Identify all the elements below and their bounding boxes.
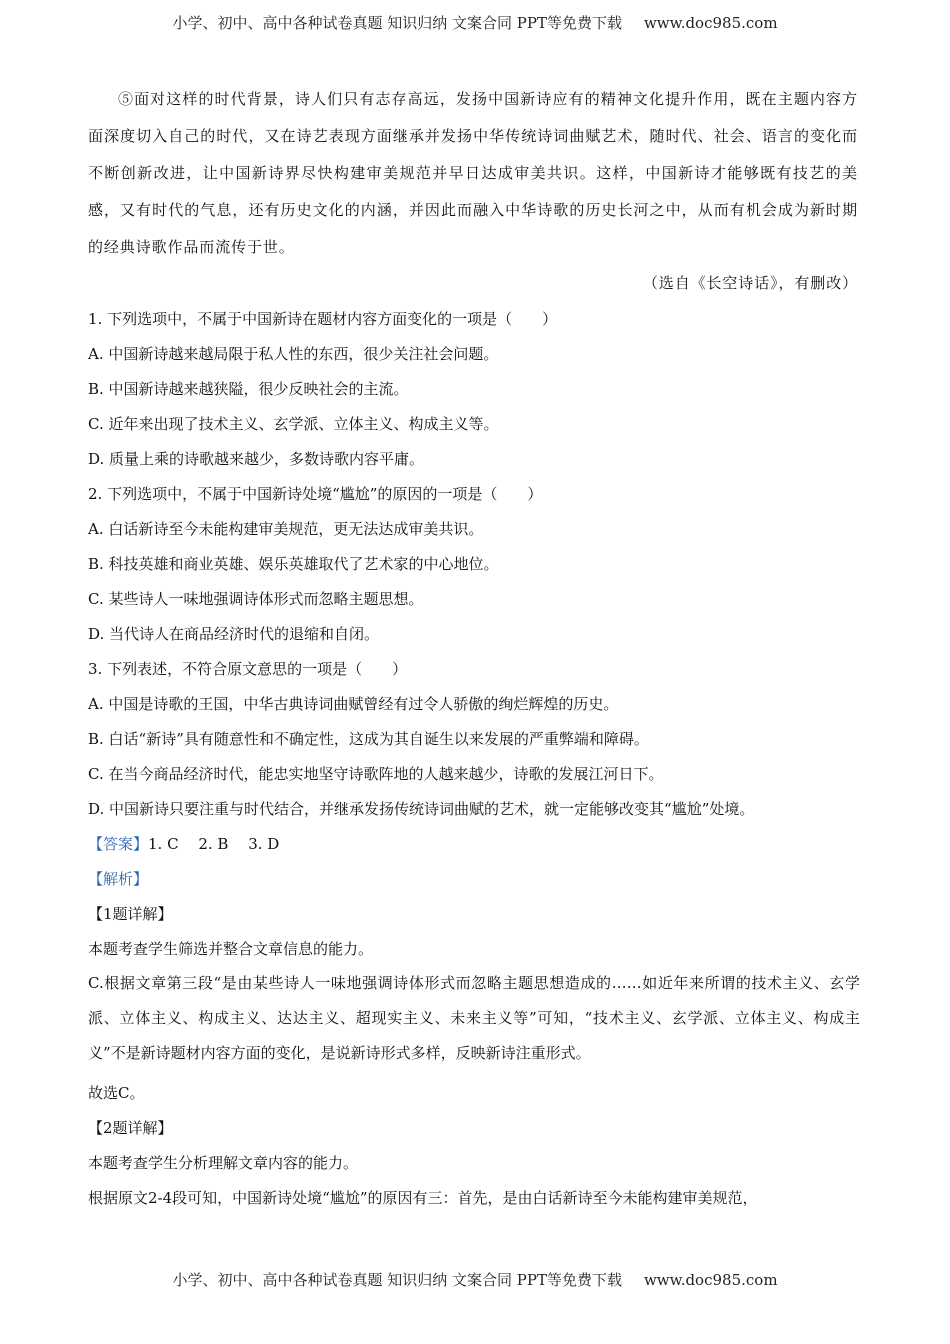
footer-site-link[interactable]: www.doc985.com [643,1271,778,1289]
answer-label: 【答案】 [88,835,149,853]
q1-detail-title: 【1题详解】 [88,905,173,923]
page-header [0,12,950,33]
passage-source: （选自《长空诗话》，有删改） [642,274,858,292]
header-text: 小学、初中、高中各种试卷真题 知识归纳 文案合同 PPT等免费下载 [172,14,622,32]
page-footer [0,1269,950,1290]
question-3-stem: 3. 下列表述，不符合原文意思的一项是（ ） [88,660,408,678]
question-3-option-b: B. 白话“新诗”具有随意性和不确定性，这成为其自诞生以来发展的严重弊端和障碍。 [88,730,649,748]
q2-detail-title: 【2题详解】 [88,1119,173,1137]
answer-line [88,833,279,854]
question-1-option-c: C. 近年来出现了技术主义、玄学派、立体主义、构成主义等。 [88,415,499,433]
question-2-option-b: B. 科技英雄和商业英雄、娱乐英雄取代了艺术家的中心地位。 [88,555,499,573]
analysis-label: 【解析】 [88,870,149,888]
question-3-option-d: D. 中国新诗只要注重与时代结合，并继承发扬传统诗词曲赋的艺术，就一定能够改变其“尴尬”处境。 [88,800,755,818]
question-3-option-a: A. 中国是诗歌的王国，中华古典诗词曲赋曾经有过令人骄傲的绚烂辉煌的历史。 [88,695,619,713]
question-2-option-c: C. 某些诗人一味地强调诗体形式而忽略主题思想。 [88,590,424,608]
question-2-stem: 2. 下列选项中，不属于中国新诗处境“尴尬”的原因的一项是（ ） [88,485,543,503]
question-1-option-d: D. 质量上乘的诗歌越来越少，多数诗歌内容平庸。 [88,450,425,468]
footer-text: 小学、初中、高中各种试卷真题 知识归纳 文案合同 PPT等免费下载 [172,1271,622,1289]
question-2-option-a: A. 白话新诗至今未能构建审美规范，更无法达成审美共识。 [88,520,484,538]
q1-detail-body: C.根据文章第三段“是由某些诗人一味地强调诗体形式而忽略主题思想造成的……如近年来所谓的技术主义、玄学派、立体主义、构成主义、达达主义、超现实主义、未来主义等”可知，“技术主义、玄学派、立体主义、构成主义”不是新诗题材内容方面的变化，是说新诗形式多样，反映新诗注重形式。 [88,974,860,1062]
q2-detail-body: 根据原文2-4段可知，中国新诗处境“尴尬”的原因有三：首先，是由白话新诗至今未能构建审美规范， [88,1189,758,1207]
question-1-stem: 1. 下列选项中，不属于中国新诗在题材内容方面变化的一项是（ ） [88,310,558,328]
q2-detail-intro: 本题考查学生分析理解文章内容的能力。 [88,1154,359,1172]
question-1-option-a: A. 中国新诗越来越局限于私人性的东西，很少关注社会问题。 [88,345,499,363]
q1-detail-intro: 本题考查学生筛选并整合文章信息的能力。 [88,940,374,958]
answer-text: 1. C 2. B 3. D [148,835,280,853]
question-3-option-c: C. 在当今商品经济时代，能忠实地坚守诗歌阵地的人越来越少，诗歌的发展江河日下。 [88,765,664,783]
q1-conclusion: 故选C。 [88,1084,145,1102]
header-site-link[interactable]: www.doc985.com [643,14,778,32]
passage-paragraph-5: ⑤面对这样的时代背景，诗人们只有志存高远，发扬中国新诗应有的精神文化提升作用，既在主题内容方面深度切入自己的时代，又在诗艺表现方面继承并发扬中华传统诗词曲赋艺术，随时代、社会、语言的变化而不断创新改进，让中国新诗界尽快构建审美规范并早日达成审美共识。这样，中国新诗才能够既有技艺的美感，又有时代的气息，还有历史文化的内涵，并因此而融入中华诗歌的历史长河之中，从而有机会成为新时期的经典诗歌作品而流传于世。 [88,90,858,256]
question-1-option-b: B. 中国新诗越来越狭隘，很少反映社会的主流。 [88,380,409,398]
question-2-option-d: D. 当代诗人在商品经济时代的退缩和自闭。 [88,625,380,643]
